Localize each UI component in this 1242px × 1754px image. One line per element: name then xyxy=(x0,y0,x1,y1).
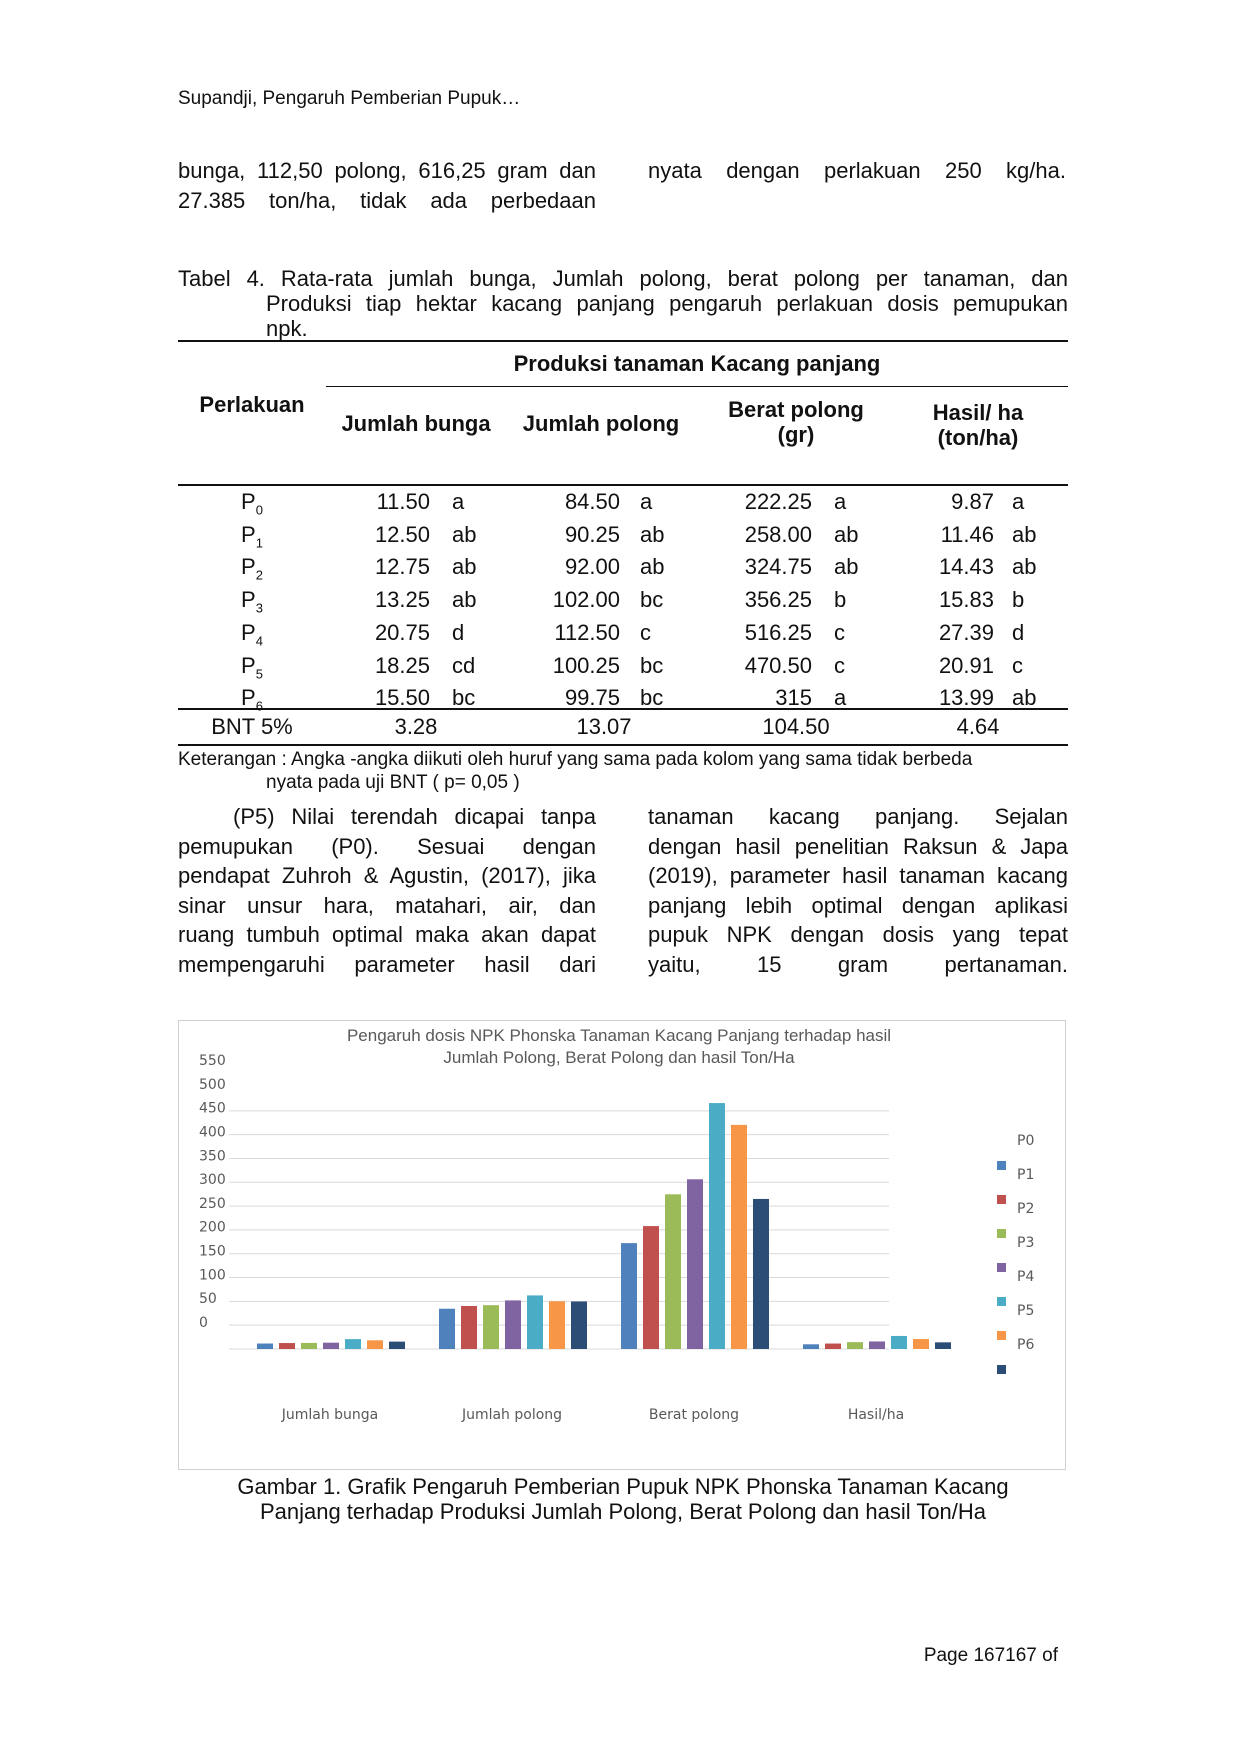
bunga-value: 12.50 xyxy=(374,521,430,547)
bar xyxy=(367,1340,383,1349)
legend-swatch xyxy=(997,1161,1006,1170)
legend-swatch xyxy=(997,1297,1006,1306)
treatment-letter: P xyxy=(241,619,256,645)
y-tick-label: 100 xyxy=(199,1267,226,1284)
header-perlakuan: Perlakuan xyxy=(199,392,305,417)
hasil-letter: a xyxy=(1012,489,1025,514)
table-caption xyxy=(178,266,1068,341)
polong-value: 84.50 xyxy=(564,489,620,514)
hasil-letter: ab xyxy=(1012,685,1037,711)
treatment-letter: P xyxy=(241,554,256,580)
y-tick-label: 400 xyxy=(199,1124,226,1141)
berat-letter: a xyxy=(834,685,847,711)
treatment-letter: P xyxy=(241,489,256,514)
text-line: pupuk NPK dengan dosis yang tepat xyxy=(648,922,1068,947)
legend-label: P6 xyxy=(1017,1337,1035,1353)
y-tick-label: 0 xyxy=(199,1315,208,1331)
bunga-value: 12.75 xyxy=(374,554,430,580)
treatment-letter: P xyxy=(241,685,256,711)
y-tick-label: 550 xyxy=(199,1053,226,1069)
legend-label: P5 xyxy=(1017,1303,1035,1319)
top-right-paragraph xyxy=(648,156,1066,186)
berat-value: 470.50 xyxy=(744,652,812,678)
x-category-label: Berat polong xyxy=(648,1407,740,1423)
berat-value: 258.00 xyxy=(744,521,812,547)
polong-letter: bc xyxy=(640,587,664,613)
legend-label: P0 xyxy=(1017,1133,1035,1149)
treatment-cell xyxy=(178,522,326,556)
hasil-value: 15.83 xyxy=(938,587,994,613)
bunga-value: 18.25 xyxy=(374,652,430,678)
polong-letter: ab xyxy=(640,554,665,580)
text-line: panjang lebih optimal dengan aplikasi xyxy=(648,892,1068,918)
bar xyxy=(461,1306,477,1349)
berat-value: 222.25 xyxy=(744,489,812,514)
treatment-subscript: 4 xyxy=(255,633,263,649)
header-group: Produksi tanaman Kacang panjang xyxy=(513,351,881,376)
page-number: Page 167167 of xyxy=(923,1645,1058,1666)
bar xyxy=(847,1342,863,1349)
bar-chart xyxy=(179,1021,1064,1468)
polong-letter: bc xyxy=(640,652,664,678)
treatment-letter: P xyxy=(241,652,256,678)
treatment-cell xyxy=(178,653,326,687)
treatment-subscript: 6 xyxy=(255,698,263,714)
treatment-letter: P xyxy=(241,521,256,547)
berat-value: 324.75 xyxy=(744,554,812,580)
table-note xyxy=(178,748,972,794)
treatment-cell xyxy=(178,554,326,588)
treatment-letter: P xyxy=(241,587,256,613)
treatment-cell xyxy=(178,620,326,654)
table-top-rule xyxy=(178,340,1068,342)
bunga-value: 20.75 xyxy=(374,619,430,645)
x-category-label: Jumlah polong xyxy=(461,1407,563,1423)
bar xyxy=(643,1226,659,1349)
treatment-subscript: 3 xyxy=(255,600,263,616)
polong-letter: ab xyxy=(640,521,665,547)
bar xyxy=(687,1179,703,1349)
header-jumlah-bunga: Jumlah bunga xyxy=(341,411,491,436)
x-category-label: Hasil/ha xyxy=(847,1407,905,1423)
treatment-subscript: 5 xyxy=(255,665,263,681)
bar xyxy=(323,1343,339,1349)
bunga-letter: a xyxy=(452,489,465,514)
x-category-label: Jumlah bunga xyxy=(281,1407,379,1423)
berat-letter: b xyxy=(834,587,847,613)
legend-swatch xyxy=(997,1365,1006,1374)
header-jumlah-polong: Jumlah polong xyxy=(522,411,680,436)
caption-line: Gambar 1. Grafik Pengaruh Pemberian Pupuk NPK Phonska Tanaman Kacang xyxy=(237,1474,1009,1499)
bar xyxy=(935,1342,951,1349)
y-tick-label: 250 xyxy=(199,1195,226,1212)
bunga-value: 11.50 xyxy=(376,489,430,514)
bar xyxy=(621,1243,637,1349)
text-line: mempengaruhi parameter hasil dari xyxy=(178,951,596,977)
header-line: Berat polong xyxy=(728,397,864,422)
bar xyxy=(549,1301,565,1349)
treatment-subscript: 1 xyxy=(255,535,263,551)
hasil-value: 13.99 xyxy=(938,685,994,711)
table-bottom-rule xyxy=(178,744,1068,746)
y-tick-label: 300 xyxy=(199,1172,226,1189)
berat-value: 315 xyxy=(775,685,812,711)
chart-title: Pengaruh dosis NPK Phonska Tanaman Kacang Panjang terhadap hasil xyxy=(346,1026,892,1045)
text-line: 27.385 ton/ha, tidak ada perbedaan xyxy=(178,187,596,213)
bar xyxy=(571,1301,587,1349)
text-line: nyata dengan perlakuan 250 kg/ha. xyxy=(648,158,1066,183)
bnt-berat: 104.50 xyxy=(762,714,830,739)
legend-label: P1 xyxy=(1017,1167,1035,1183)
hasil-value: 14.43 xyxy=(938,554,994,580)
bar xyxy=(483,1305,499,1349)
y-tick-label: 200 xyxy=(199,1219,226,1236)
running-header: Supandji, Pengaruh Pemberian Pupuk… xyxy=(178,88,521,109)
text-line: bunga, 112,50 polong, 616,25 gram dan xyxy=(178,158,596,183)
bar xyxy=(505,1300,521,1349)
polong-value: 100.25 xyxy=(552,652,620,678)
berat-value: 356.25 xyxy=(744,587,812,613)
bar xyxy=(913,1339,929,1349)
note-line: Keterangan : Angka -angka diikuti oleh huruf yang sama pada kolom yang sama tidak berbeda xyxy=(178,749,973,770)
berat-letter: ab xyxy=(834,521,859,547)
bnt-bunga: 3.28 xyxy=(394,714,438,739)
hasil-value: 20.91 xyxy=(938,652,994,678)
header-line: (ton/ha) xyxy=(937,425,1019,450)
caption-line: Produksi tiap hektar kacang panjang pengaruh perlakuan dosis pemupukan xyxy=(266,291,1068,316)
hasil-value: 11.46 xyxy=(940,521,994,547)
text-line: dengan hasil penelitian Raksun & Japa xyxy=(648,833,1068,859)
bar xyxy=(869,1341,885,1349)
bnt-label: BNT 5% xyxy=(211,714,293,739)
bunga-letter: ab xyxy=(452,554,477,580)
header-line: Hasil/ ha xyxy=(932,400,1024,425)
polong-value: 102.00 xyxy=(552,587,620,613)
header-line: (gr) xyxy=(777,422,815,447)
bar xyxy=(665,1194,681,1349)
bunga-letter: ab xyxy=(452,587,477,613)
legend-label: P2 xyxy=(1017,1201,1035,1217)
chart-frame xyxy=(178,1020,1066,1470)
legend-swatch xyxy=(997,1195,1006,1204)
bar xyxy=(257,1344,273,1349)
text-line: ruang tumbuh optimal maka akan dapat xyxy=(178,922,596,947)
caption-line: Tabel 4. Rata-rata jumlah bunga, Jumlah polong, berat polong per tanaman, dan xyxy=(178,266,1068,291)
bar xyxy=(731,1125,747,1349)
text-line: pemupukan (P0). Sesuai dengan xyxy=(178,833,596,859)
bar xyxy=(527,1295,543,1349)
text-line: tanaman kacang panjang. Sejalan xyxy=(648,804,1068,829)
berat-letter: c xyxy=(834,652,845,678)
group-header-rule xyxy=(326,386,1068,387)
hasil-letter: b xyxy=(1012,587,1025,613)
hasil-value: 9.87 xyxy=(951,489,994,514)
header-bottom-rule xyxy=(178,484,1068,486)
bar xyxy=(709,1103,725,1349)
polong-letter: a xyxy=(640,489,653,514)
bar xyxy=(301,1343,317,1349)
bar xyxy=(279,1343,295,1349)
legend-label: P3 xyxy=(1017,1235,1035,1251)
treatment-subscript: 0 xyxy=(255,502,263,518)
y-tick-label: 50 xyxy=(199,1291,217,1308)
header-berat-polong xyxy=(706,397,886,447)
polong-letter: c xyxy=(640,619,651,645)
bar xyxy=(439,1309,455,1349)
polong-value: 92.00 xyxy=(564,554,620,580)
bar xyxy=(825,1344,841,1349)
bunga-letter: d xyxy=(452,619,465,645)
y-tick-label: 450 xyxy=(199,1100,226,1117)
text-line: (2019), parameter hasil tanaman kacang xyxy=(648,863,1068,888)
berat-letter: c xyxy=(834,619,845,645)
text-line: sinar unsur hara, matahari, air, dan xyxy=(178,892,596,918)
hasil-value: 27.39 xyxy=(938,619,994,645)
bnt-hasil: 4.64 xyxy=(956,714,1000,739)
berat-letter: a xyxy=(834,489,847,514)
legend-swatch xyxy=(997,1331,1006,1340)
bunga-letter: cd xyxy=(452,652,476,678)
polong-value: 90.25 xyxy=(564,521,620,547)
right-paragraph xyxy=(648,802,1068,979)
note-line: nyata pada uji BNT ( p= 0,05 ) xyxy=(266,772,520,793)
legend-swatch xyxy=(997,1263,1006,1272)
treatment-subscript: 2 xyxy=(255,567,263,583)
berat-value: 516.25 xyxy=(744,619,812,645)
legend-label: P4 xyxy=(1017,1269,1035,1285)
polong-value: 99.75 xyxy=(564,685,620,711)
y-tick-label: 350 xyxy=(199,1148,226,1165)
figure-caption xyxy=(178,1474,1068,1524)
text-line: pendapat Zuhroh & Agustin, (2017), jika xyxy=(178,863,596,888)
legend-swatch xyxy=(997,1229,1006,1238)
polong-value: 112.50 xyxy=(554,619,620,645)
left-paragraph xyxy=(178,802,596,979)
chart-title: Jumlah Polong, Berat Polong dan hasil Ton/Ha xyxy=(443,1048,795,1067)
treatment-cell xyxy=(178,587,326,621)
y-tick-label: 150 xyxy=(199,1243,226,1260)
bunga-letter: bc xyxy=(452,685,476,711)
caption-line: npk. xyxy=(266,316,308,341)
text-line: yaitu, 15 gram pertanaman. xyxy=(648,951,1068,977)
polong-letter: bc xyxy=(640,685,664,711)
caption-line: Panjang terhadap Produksi Jumlah Polong, Berat Polong dan hasil Ton/Ha xyxy=(259,1499,987,1524)
bunga-letter: ab xyxy=(452,521,477,547)
text-line: (P5) Nilai terendah dicapai tanpa xyxy=(233,804,596,829)
y-tick-label: 500 xyxy=(199,1076,226,1093)
bar xyxy=(753,1199,769,1349)
hasil-letter: ab xyxy=(1012,554,1037,580)
hasil-letter: ab xyxy=(1012,521,1037,547)
bunga-value: 13.25 xyxy=(374,587,430,613)
bnt-polong: 13.07 xyxy=(576,714,632,739)
bar xyxy=(389,1342,405,1349)
top-left-paragraph xyxy=(178,156,596,215)
hasil-letter: d xyxy=(1012,619,1025,645)
bar xyxy=(345,1339,361,1349)
header-hasil-ha xyxy=(888,400,1068,450)
hasil-letter: c xyxy=(1012,652,1023,678)
berat-letter: ab xyxy=(834,554,859,580)
bar xyxy=(803,1344,819,1349)
bar xyxy=(891,1336,907,1349)
bunga-value: 15.50 xyxy=(374,685,430,711)
treatment-cell xyxy=(178,489,326,523)
